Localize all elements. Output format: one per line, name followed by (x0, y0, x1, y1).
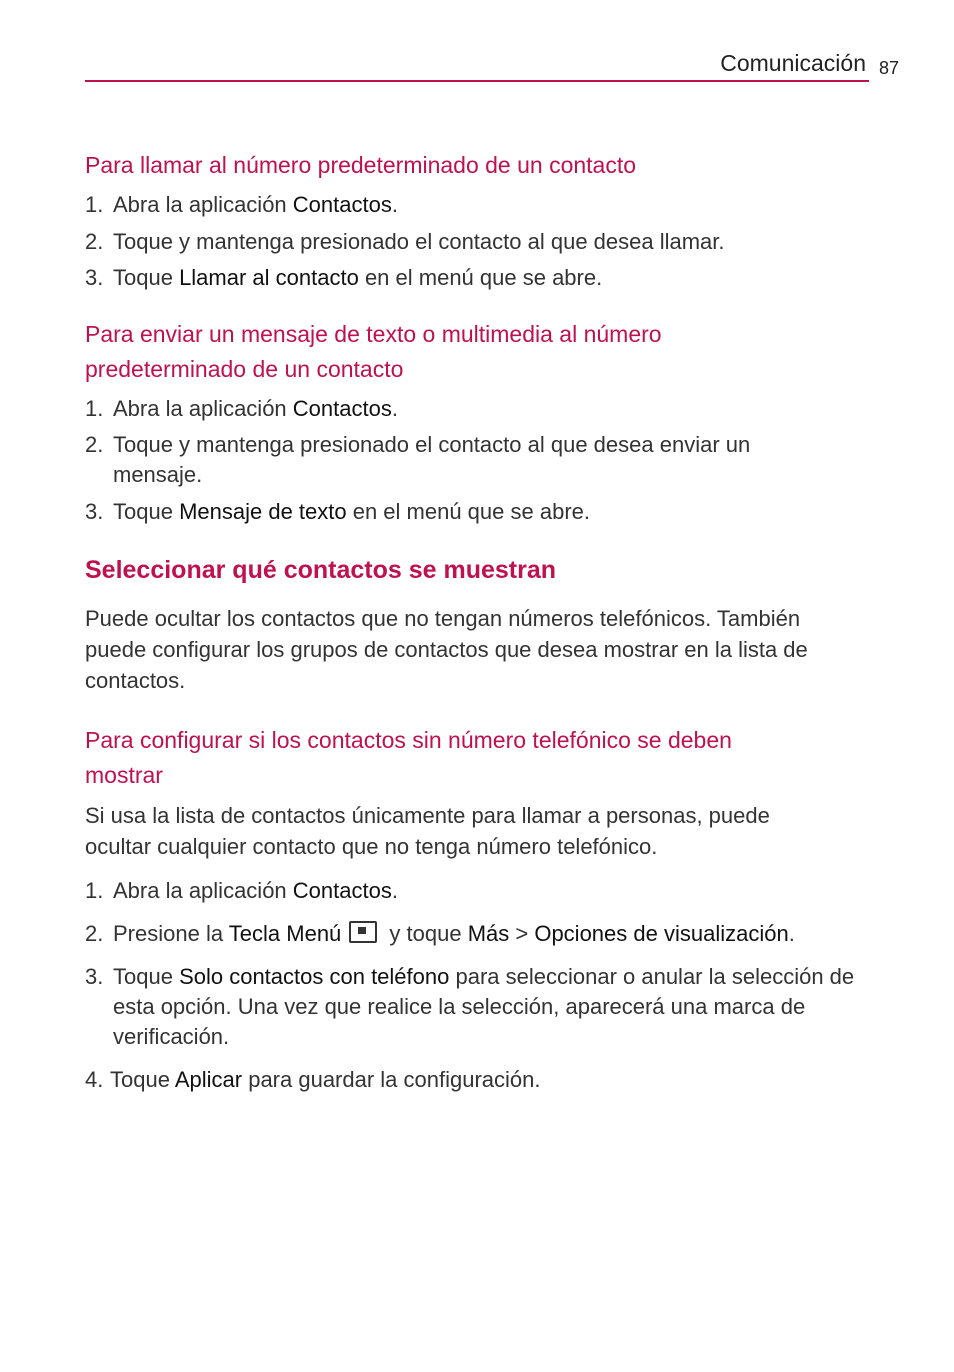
section-title: Comunicación (720, 50, 866, 76)
list-item: 2. Presione la Tecla Menú y toque Más > Opciones de visualización. (85, 921, 795, 946)
heading-call-default: Para llamar al número predeterminado de un contacto (85, 152, 637, 178)
heading-configure-visibility: Para configurar si los contactos sin número telefónico se deben mostrar (85, 727, 732, 788)
header-rule (85, 80, 869, 82)
list-item: 1. Abra la aplicación Contactos. (85, 192, 398, 217)
section-message-default (85, 317, 885, 387)
paragraph-configure-visibility: Si usa la lista de contactos únicamente para llamar a personas, puede ocultar cualquier contacto que no tenga número telefónico. (85, 803, 770, 859)
page-number: 87 (879, 58, 900, 78)
menu-key-icon (349, 921, 377, 943)
list-item: 2. Toque y mantenga presionado el contacto al que desea llamar. (85, 229, 725, 254)
list-item: 2. Toque y mantenga presionado el contacto al que desea enviar un mensaje. (85, 432, 751, 487)
list-item: 1. Abra la aplicación Contactos. (85, 878, 398, 903)
list-item: 3. Toque Solo contactos con teléfono para seleccionar o anular la selección de esta opción. Una vez que realice la selección, aparecerá una marca de verificación. (85, 964, 855, 1049)
list-item: 1. Abra la aplicación Contactos. (85, 396, 398, 421)
section-configure-visibility (85, 723, 885, 793)
heading-select-contacts: Seleccionar qué contactos se muestran (85, 556, 557, 584)
list-item: 3. Toque Llamar al contacto en el menú que se abre. (85, 265, 603, 290)
section-select-contacts (85, 554, 885, 586)
section-call-default (85, 148, 885, 183)
heading-message-default: Para enviar un mensaje de texto o multimedia al número predeterminado de un contacto (85, 321, 662, 382)
list-item: 4. Toque Aplicar para guardar la configuración. (85, 1067, 541, 1092)
list-item: 3. Toque Mensaje de texto en el menú que se abre. (85, 499, 590, 524)
paragraph-select-contacts: Puede ocultar los contactos que no tengan números telefónicos. También puede configurar los grupos de contactos que desea mostrar en la lista de contactos. (85, 606, 808, 693)
